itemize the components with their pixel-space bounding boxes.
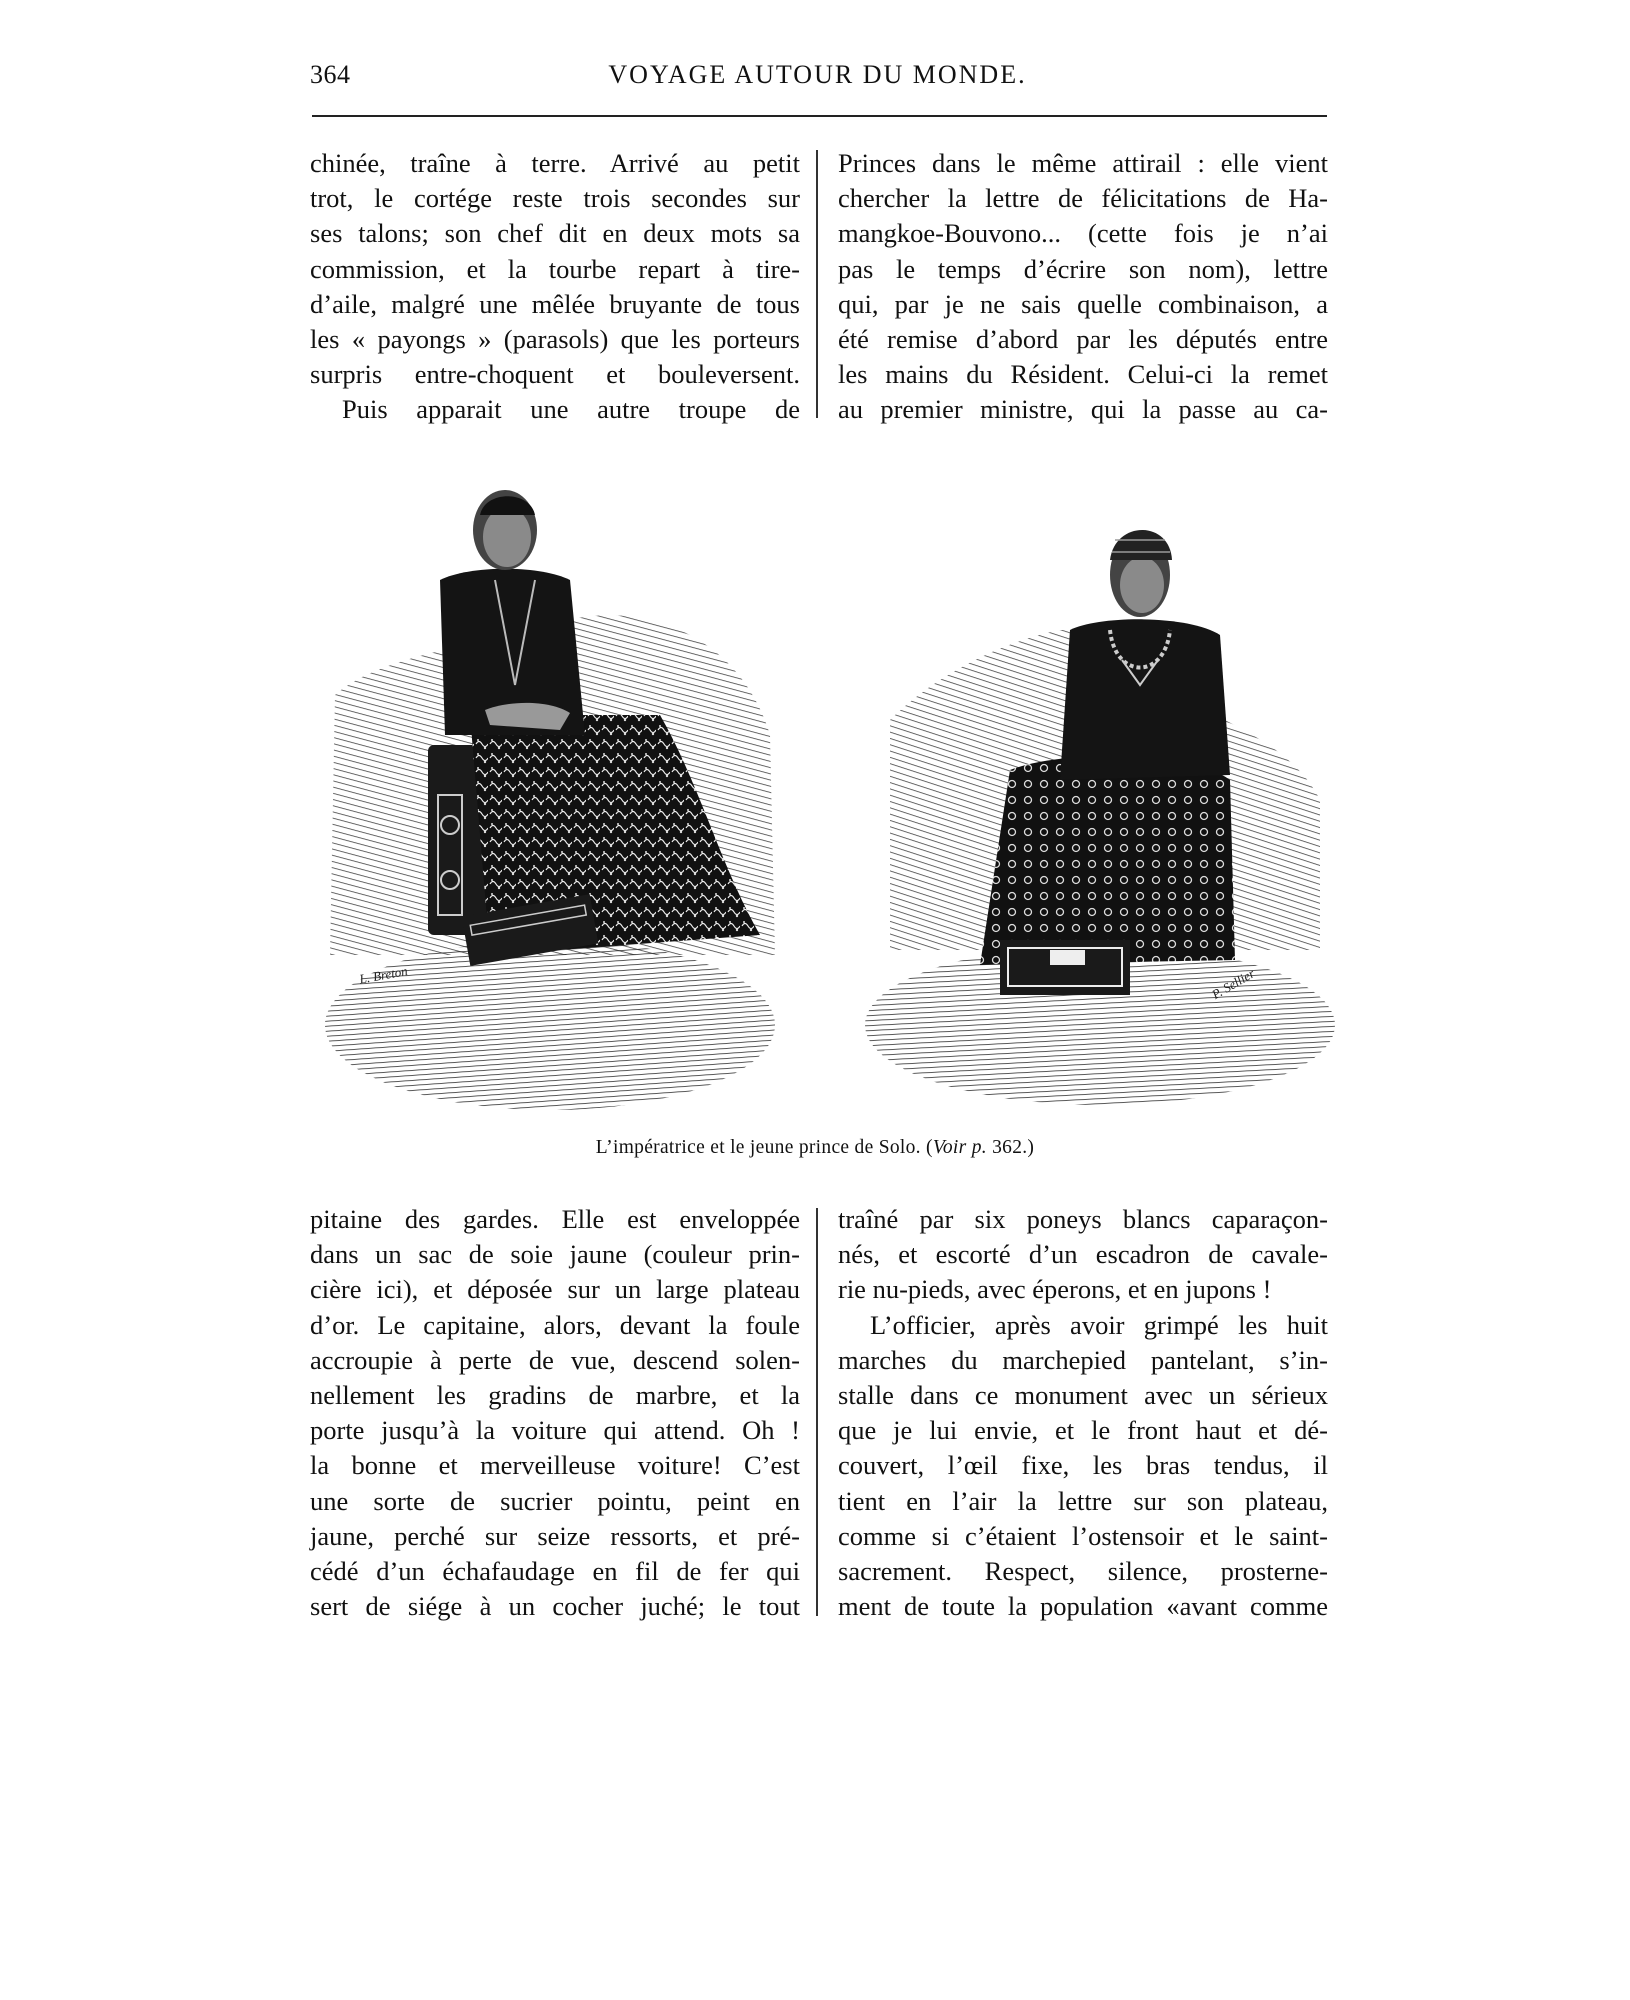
text-line: nellement les gradins de marbre, et la <box>310 1379 800 1410</box>
text-line: qui, par je ne sais quelle combinaison, a <box>838 288 1328 319</box>
text-line: une sorte de sucrier pointu, peint en <box>310 1485 800 1516</box>
text-line: Princes dans le même attirail : elle vient <box>838 148 1328 178</box>
engraving-empress <box>320 485 785 1115</box>
text-line: cédé d’un échafaudage en fil de fer qui <box>310 1555 800 1586</box>
text-line: que je lui envie, et le front haut et dé- <box>838 1415 1328 1446</box>
text-line: commission, et la tourbe repart à tire- <box>310 253 800 284</box>
text-line: sert de siége à un cocher juché; le tout <box>310 1591 800 1622</box>
text-line: ses talons; son chef dit en deux mots sa <box>310 218 800 249</box>
text-line: Puis apparait une autre troupe de <box>342 394 800 425</box>
column-rule <box>816 1208 818 1616</box>
caption-reference: Voir p. <box>932 1137 987 1158</box>
text-line: marches du marchepied pantelant, s’in- <box>838 1344 1328 1375</box>
text-line: ment de toute la population «avant comme <box>838 1591 1328 1622</box>
bottom-left-column <box>310 1202 800 1624</box>
text-line: d’or. Le capitaine, alors, devant la foule <box>310 1309 800 1340</box>
engraving-young-prince <box>860 520 1340 1110</box>
text-line: dans un sac de soie jaune (couleur prin- <box>310 1239 800 1270</box>
text-line: d’aile, malgré une mêlée bruyante de tous <box>310 288 800 319</box>
running-header <box>310 60 1325 100</box>
text-line: mangkoe-Bouvono... (cette fois je n’ai <box>838 218 1328 249</box>
text-line: chinée, traîne à terre. Arrivé au petit <box>310 148 800 178</box>
text-line: traîné par six poneys blancs caparaçon- <box>838 1204 1328 1234</box>
text-line: couvert, l’œil fixe, les bras tendus, il <box>838 1450 1328 1481</box>
text-line: chercher la lettre de félicitations de Ha- <box>838 183 1328 214</box>
text-line: la bonne et merveilleuse voiture! C’est <box>310 1450 800 1481</box>
text-line: été remise d’abord par les députés entre <box>838 323 1328 354</box>
caption-main: L’impératrice et le jeune prince de Solo. ( <box>595 1137 933 1158</box>
text-line: pitaine des gardes. Elle est enveloppée <box>310 1204 800 1234</box>
text-line: comme si c’étaient l’ostensoir et le saint- <box>838 1520 1328 1551</box>
text-line: jaune, perché sur seize ressorts, et pré- <box>310 1520 800 1551</box>
text-line: porte jusqu’à la voiture qui attend. Oh ! <box>310 1415 800 1446</box>
page-number: 364 <box>310 60 351 89</box>
caption-page: 362.) <box>986 1137 1035 1158</box>
text-line: tient en l’air la lettre sur son plateau, <box>838 1485 1328 1516</box>
text-line: rie nu-pieds, avec éperons, et en jupons ! <box>838 1274 1272 1305</box>
text-line: L’officier, après avoir grimpé les huit <box>870 1309 1328 1340</box>
text-line: cière ici), et déposée sur un large plateau <box>310 1274 800 1305</box>
column-rule <box>816 150 818 418</box>
bottom-right-column <box>838 1202 1328 1624</box>
top-right-column <box>838 146 1328 428</box>
header-rule <box>312 115 1327 117</box>
jacket <box>1060 619 1230 780</box>
figure-caption <box>0 1137 1630 1159</box>
turban <box>1110 530 1172 560</box>
text-line: au premier ministre, qui la passe au ca- <box>838 394 1328 425</box>
top-left-column <box>310 146 800 428</box>
text-line: pas le temps d’écrire son nom), lettre <box>838 253 1328 284</box>
sarong <box>980 756 1235 965</box>
text-line: stalle dans ce monument avec un sérieux <box>838 1379 1328 1410</box>
text-line: trot, le cortége reste trois secondes sur <box>310 183 800 214</box>
engraver-signature: L. Breton <box>358 963 409 987</box>
text-line: surpris entre-choquent et bouleversent. <box>310 359 800 390</box>
running-title: VOYAGE AUTOUR DU MONDE. <box>608 60 1027 89</box>
text-line: les « payongs » (parasols) que les porteurs <box>310 323 800 354</box>
engraver-signature: P. Sellier <box>1209 965 1258 1002</box>
text-line: accroupie à perte de vue, descend solen- <box>310 1344 800 1375</box>
text-line: sacrement. Respect, silence, prosterne- <box>838 1555 1328 1586</box>
text-line: nés, et escorté d’un escadron de cavale- <box>838 1239 1328 1270</box>
text-line: les mains du Résident. Celui-ci la remet <box>838 359 1328 390</box>
